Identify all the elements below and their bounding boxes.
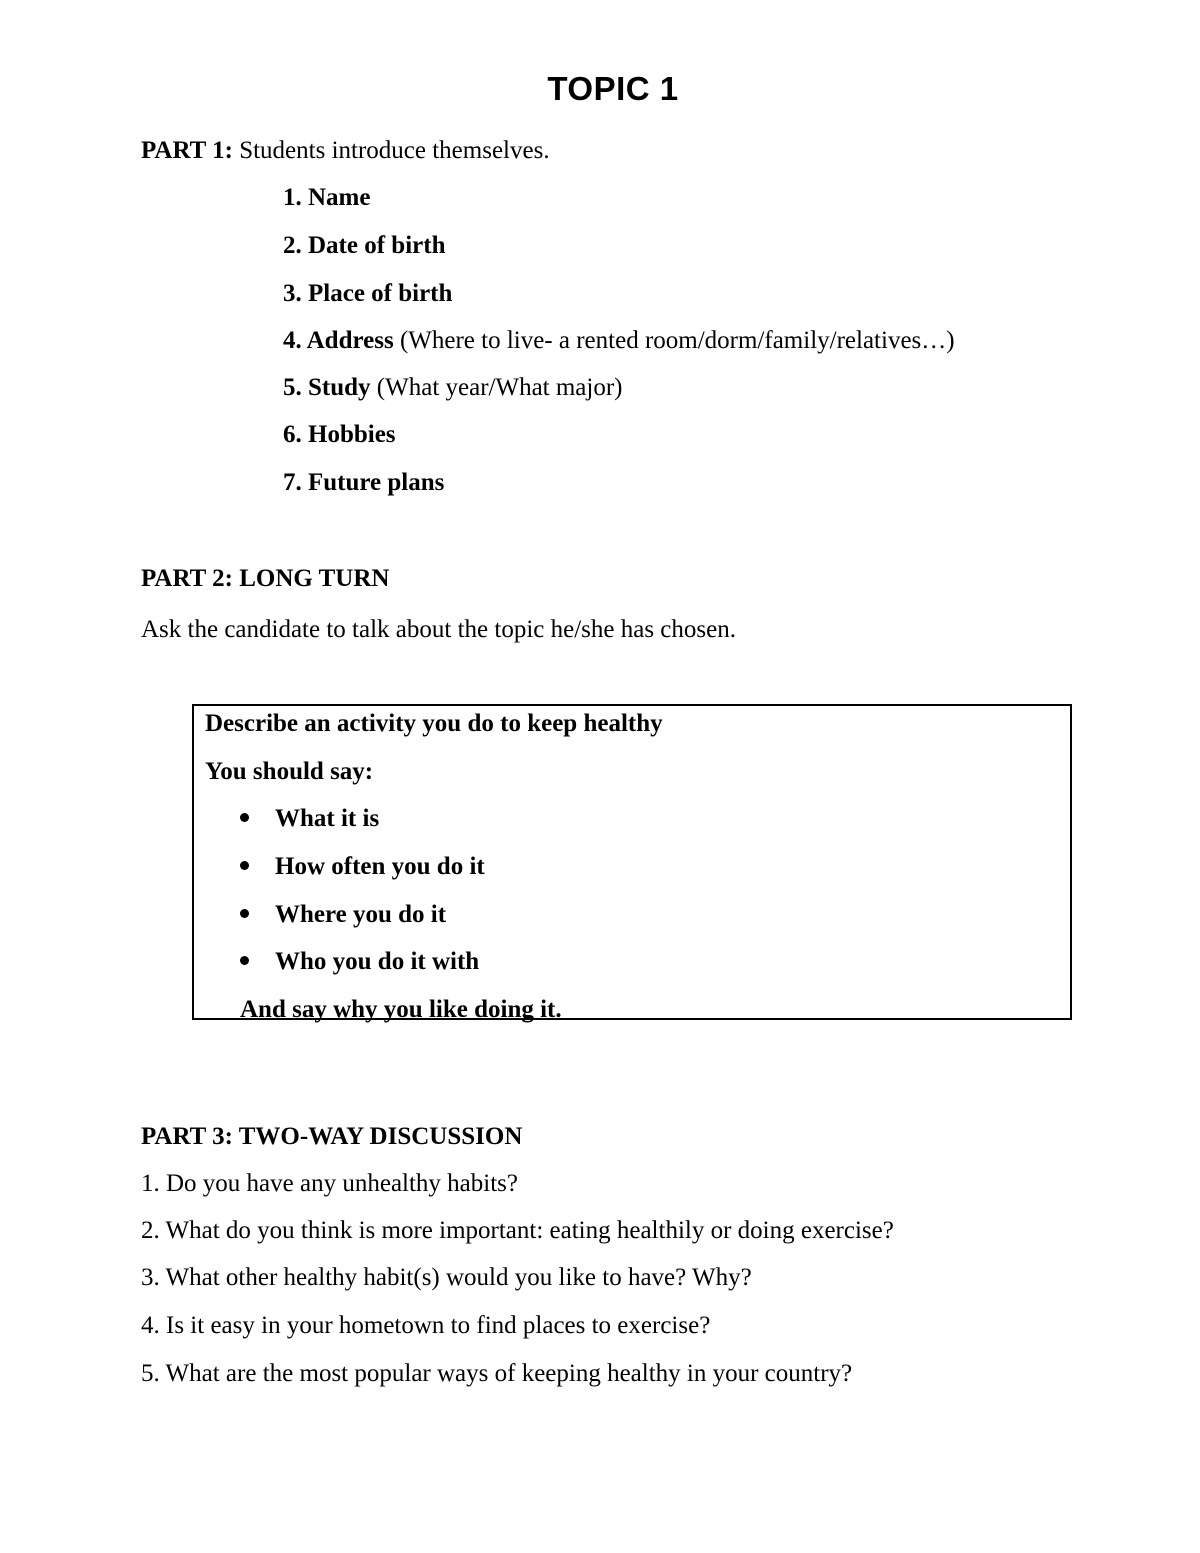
part1-intro: Students introduce themselves.	[239, 137, 550, 164]
topic-card-bullet: Who you do it with	[275, 948, 480, 975]
part3-question: 1. Do you have any unhealthy habits?	[141, 1170, 518, 1197]
part1-item	[283, 470, 444, 495]
topic-card-prompt: You should say:	[205, 758, 374, 785]
topic-card-closing: And say why you like doing it.	[240, 996, 562, 1023]
part1-item-detail: (What year/What major)	[376, 374, 623, 401]
part1-item-label: 4. Address	[283, 327, 394, 354]
bullet-icon	[240, 813, 249, 822]
part1-item	[283, 233, 445, 258]
bullet-icon	[240, 909, 249, 918]
part1-heading: PART 1:	[141, 137, 233, 164]
part1-item-label: 1. Name	[283, 184, 371, 211]
topic-card-bullet: Where you do it	[275, 901, 447, 928]
document-title: TOPIC 1	[547, 70, 679, 107]
part1-item-label: 5. Study	[283, 374, 371, 401]
part1-item-label: 3. Place of birth	[283, 280, 453, 307]
part1-item	[283, 422, 396, 447]
part2-instruction: Ask the candidate to talk about the topic he/she has chosen.	[141, 616, 736, 643]
part1-item-label: 2. Date of birth	[283, 232, 446, 259]
bullet-icon	[240, 861, 249, 870]
part1-item-label: 7. Future plans	[283, 469, 445, 496]
part1-item-label: 6. Hobbies	[283, 421, 396, 448]
part3-heading: PART 3: TWO-WAY DISCUSSION	[141, 1123, 523, 1150]
part1-item	[283, 185, 370, 210]
part3-question: 2. What do you think is more important: eating healthily or doing exercise?	[141, 1217, 894, 1244]
part3-question: 5. What are the most popular ways of keeping healthy in your country?	[141, 1360, 853, 1387]
topic-card-bullet: How often you do it	[275, 853, 485, 880]
part1-item	[283, 281, 452, 306]
part1-item	[283, 375, 623, 400]
part1-line	[141, 138, 550, 163]
part2-heading: PART 2: LONG TURN	[141, 565, 390, 592]
topic-card-bullet: What it is	[275, 805, 380, 832]
part1-item-detail: (Where to live- a rented room/dorm/family/relatives…)	[399, 327, 955, 354]
part3-question: 4. Is it easy in your hometown to find places to exercise?	[141, 1312, 711, 1339]
part3-question: 3. What other healthy habit(s) would you like to have? Why?	[141, 1264, 752, 1291]
topic-card-title: Describe an activity you do to keep healthy	[205, 710, 663, 737]
part1-item	[283, 328, 955, 353]
bullet-icon	[240, 956, 249, 965]
